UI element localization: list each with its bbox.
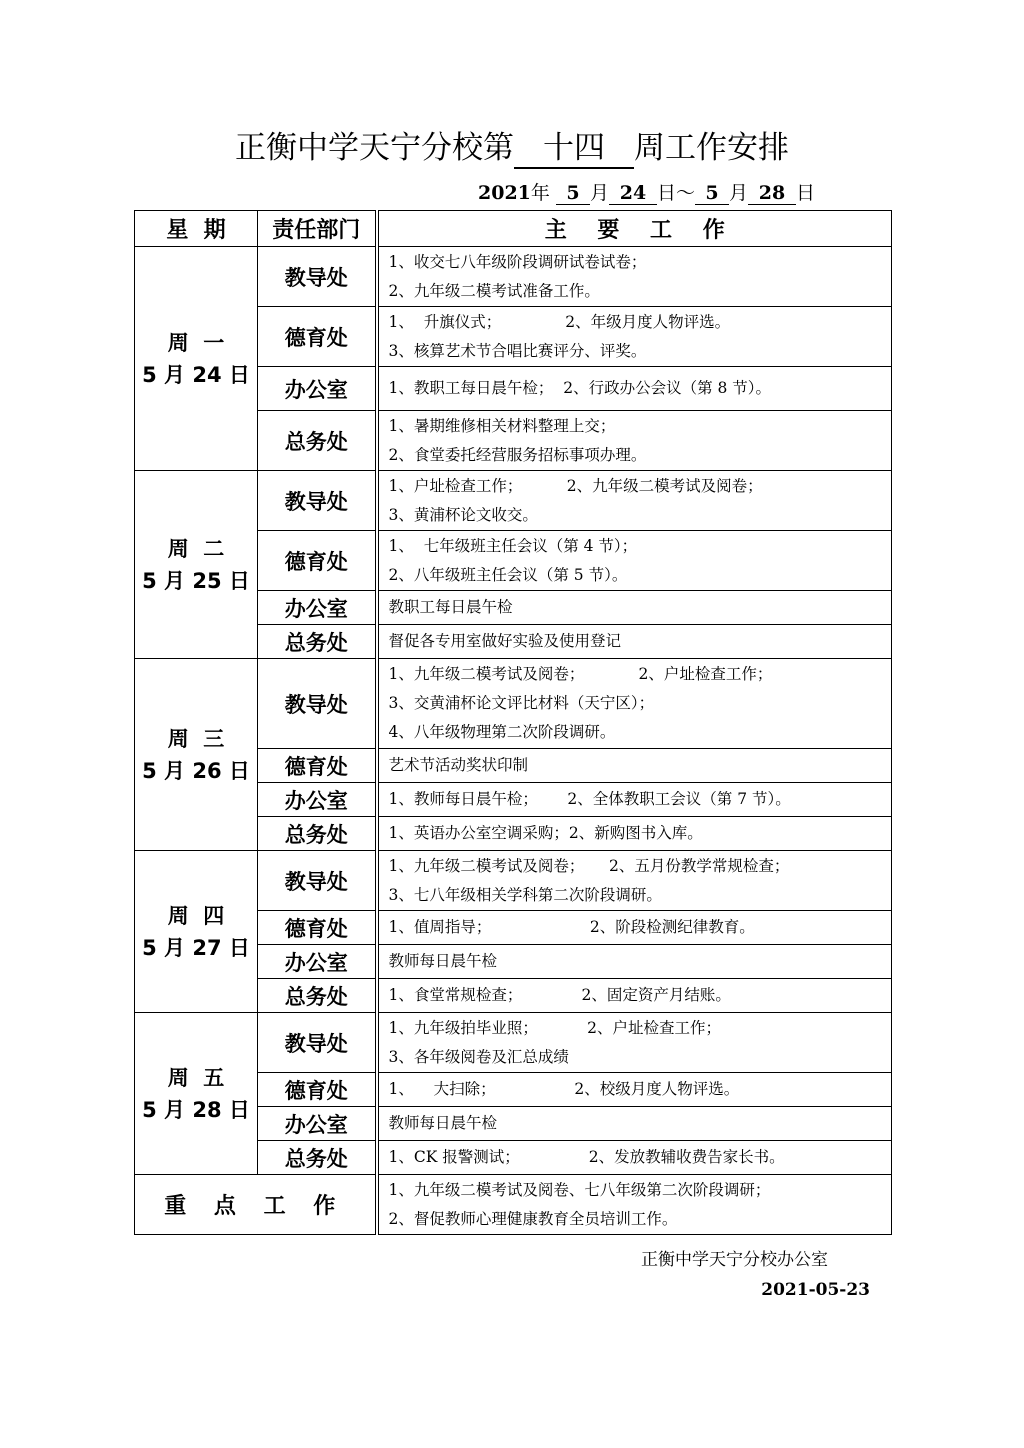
- work-cell: [377, 911, 892, 945]
- work-line: 3、交黄浦杯论文评比材料（天宁区）；: [388, 694, 655, 712]
- footer-date: 2021-05-23: [761, 1280, 870, 1300]
- department-cell: 总务处: [258, 1141, 377, 1175]
- header-department: 责任部门: [258, 211, 377, 247]
- table-row: [135, 659, 892, 749]
- work-cell: [377, 851, 892, 911]
- key-work-label: 重 点 工 作: [135, 1175, 377, 1235]
- weekday-cell: [135, 1013, 258, 1175]
- weekday-label: 周 五: [167, 1065, 225, 1090]
- work-line: 4、八年级物理第二次阶段调研。: [388, 723, 616, 741]
- work-line: 1、CK 报警测试； 2、发放教辅收费告家长书。: [388, 1148, 785, 1166]
- work-line: 3、各年级阅卷及汇总成绩: [388, 1047, 569, 1066]
- table-row: [135, 471, 892, 531]
- work-cell: [377, 1107, 892, 1141]
- work-cell: [377, 749, 892, 783]
- department-cell: 办公室: [258, 367, 377, 411]
- key-work-line: 2、督促教师心理健康教育全员培训工作。: [388, 1209, 678, 1228]
- start-day: 24: [609, 182, 657, 205]
- work-cell: [377, 625, 892, 659]
- work-line: 2、九年级二模考试准备工作。: [388, 281, 600, 300]
- work-cell: [377, 1141, 892, 1175]
- department-cell: 德育处: [258, 911, 377, 945]
- department-cell: 总务处: [258, 411, 377, 471]
- work-cell: [377, 945, 892, 979]
- date-range: [478, 178, 815, 208]
- header-weekday: 星 期: [135, 211, 258, 247]
- department-cell: 办公室: [258, 783, 377, 817]
- work-cell: [377, 307, 892, 367]
- key-work-content: [377, 1175, 892, 1235]
- department-cell: 办公室: [258, 945, 377, 979]
- work-line: 艺术节活动奖状印制: [388, 756, 529, 774]
- work-line: 3、七八年级相关学科第二次阶段调研。: [388, 885, 662, 904]
- end-day-char: 日: [796, 182, 816, 204]
- work-cell: [377, 659, 892, 749]
- weekday-label: 周 二: [167, 536, 225, 561]
- start-month: 5: [556, 182, 590, 205]
- work-line: 督促各专用室做好实验及使用登记: [388, 632, 622, 650]
- weekday-cell: [135, 471, 258, 659]
- department-cell: 办公室: [258, 1107, 377, 1141]
- table-row: [135, 247, 892, 307]
- work-line: 3、核算艺术节合唱比赛评分、评奖。: [388, 341, 647, 360]
- date-year-char: 年: [530, 182, 550, 204]
- schedule-table: [134, 210, 892, 1235]
- weekday-cell: [135, 247, 258, 471]
- work-line: 2、食堂委托经营服务招标事项办理。: [388, 445, 647, 464]
- department-cell: 教导处: [258, 659, 377, 749]
- week-number: 十四: [514, 129, 634, 169]
- title-suffix: 周工作安排: [634, 130, 789, 166]
- weekday-date: 5 月 27 日: [142, 935, 250, 960]
- department-cell: 总务处: [258, 979, 377, 1013]
- work-line: 3、黄浦杯论文收交。: [388, 505, 538, 524]
- start-day-char: 日～: [656, 182, 695, 204]
- work-line: 教师每日晨午检: [388, 952, 498, 970]
- end-month-char: 月: [728, 182, 748, 204]
- work-cell: [377, 471, 892, 531]
- work-line: 2、八年级班主任会议（第 5 节）。: [388, 565, 628, 584]
- department-cell: 教导处: [258, 247, 377, 307]
- work-line: 1、九年级二模考试及阅卷； 2、五月份教学常规检查；: [388, 856, 790, 875]
- department-cell: 教导处: [258, 471, 377, 531]
- work-cell: [377, 1013, 892, 1073]
- weekday-date: 5 月 25 日: [142, 568, 250, 593]
- start-month-char: 月: [589, 182, 609, 204]
- work-line: 1、收交七八年级阶段调研试卷试卷；: [388, 252, 647, 271]
- work-line: 1、食堂常规检查； 2、固定资产月结账。: [388, 986, 731, 1004]
- department-cell: 总务处: [258, 817, 377, 851]
- end-month: 5: [695, 182, 729, 205]
- weekday-date: 5 月 24 日: [142, 362, 250, 387]
- table-row: [135, 1013, 892, 1073]
- work-cell: [377, 979, 892, 1013]
- department-cell: 办公室: [258, 591, 377, 625]
- department-cell: 德育处: [258, 749, 377, 783]
- work-cell: [377, 591, 892, 625]
- work-line: 1、教职工每日晨午检； 2、行政办公会议（第 8 节）。: [388, 379, 772, 397]
- department-cell: 总务处: [258, 625, 377, 659]
- key-work-row: [135, 1175, 892, 1235]
- department-cell: 德育处: [258, 307, 377, 367]
- department-cell: 教导处: [258, 851, 377, 911]
- work-line: 1、户址检查工作； 2、九年级二模考试及阅卷；: [388, 476, 763, 495]
- weekday-date: 5 月 26 日: [142, 758, 250, 783]
- weekday-date: 5 月 28 日: [142, 1097, 250, 1122]
- table-header-row: [135, 211, 892, 247]
- weekday-cell: [135, 659, 258, 851]
- department-cell: 教导处: [258, 1013, 377, 1073]
- title-prefix: 正衡中学天宁分校第: [235, 130, 514, 166]
- weekday-cell: [135, 851, 258, 1013]
- weekday-label: 周 四: [167, 903, 225, 928]
- work-cell: [377, 1073, 892, 1107]
- work-line: 1、暑期维修相关材料整理上交；: [388, 416, 616, 435]
- weekday-label: 周 三: [167, 726, 225, 751]
- work-line: 1、教师每日晨午检； 2、全体教职工会议（第 7 节）。: [388, 790, 791, 808]
- work-line: 1、九年级拍毕业照； 2、户址检查工作；: [388, 1018, 721, 1037]
- work-line: 1、英语办公室空调采购；2、新购图书入库。: [388, 824, 703, 842]
- work-line: 1、 七年级班主任会议（第 4 节）；: [388, 536, 638, 555]
- work-cell: [377, 783, 892, 817]
- weekday-label: 周 一: [167, 330, 225, 355]
- work-line: 教职工每日晨午检: [388, 598, 513, 616]
- page-title: [0, 126, 1024, 170]
- key-work-line: 1、九年级二模考试及阅卷、七八年级第二次阶段调研；: [388, 1180, 771, 1199]
- end-day: 28: [748, 182, 796, 205]
- table-row: [135, 851, 892, 911]
- date-year: 2021: [478, 182, 531, 204]
- work-cell: [377, 817, 892, 851]
- footer-office: 正衡中学天宁分校办公室: [641, 1250, 828, 1270]
- work-line: 教师每日晨午检: [388, 1114, 498, 1132]
- work-cell: [377, 411, 892, 471]
- work-cell: [377, 531, 892, 591]
- work-line: 1、九年级二模考试及阅卷； 2、户址检查工作；: [388, 665, 773, 683]
- header-work: 主 要 工 作: [377, 211, 892, 247]
- work-cell: [377, 367, 892, 411]
- work-line: 1、 大扫除； 2、校级月度人物评选。: [388, 1080, 740, 1098]
- work-line: 1、 升旗仪式； 2、年级月度人物评选。: [388, 312, 731, 331]
- work-line: 1、值周指导； 2、阶段检测纪律教育。: [388, 918, 755, 936]
- work-cell: [377, 247, 892, 307]
- department-cell: 德育处: [258, 1073, 377, 1107]
- department-cell: 德育处: [258, 531, 377, 591]
